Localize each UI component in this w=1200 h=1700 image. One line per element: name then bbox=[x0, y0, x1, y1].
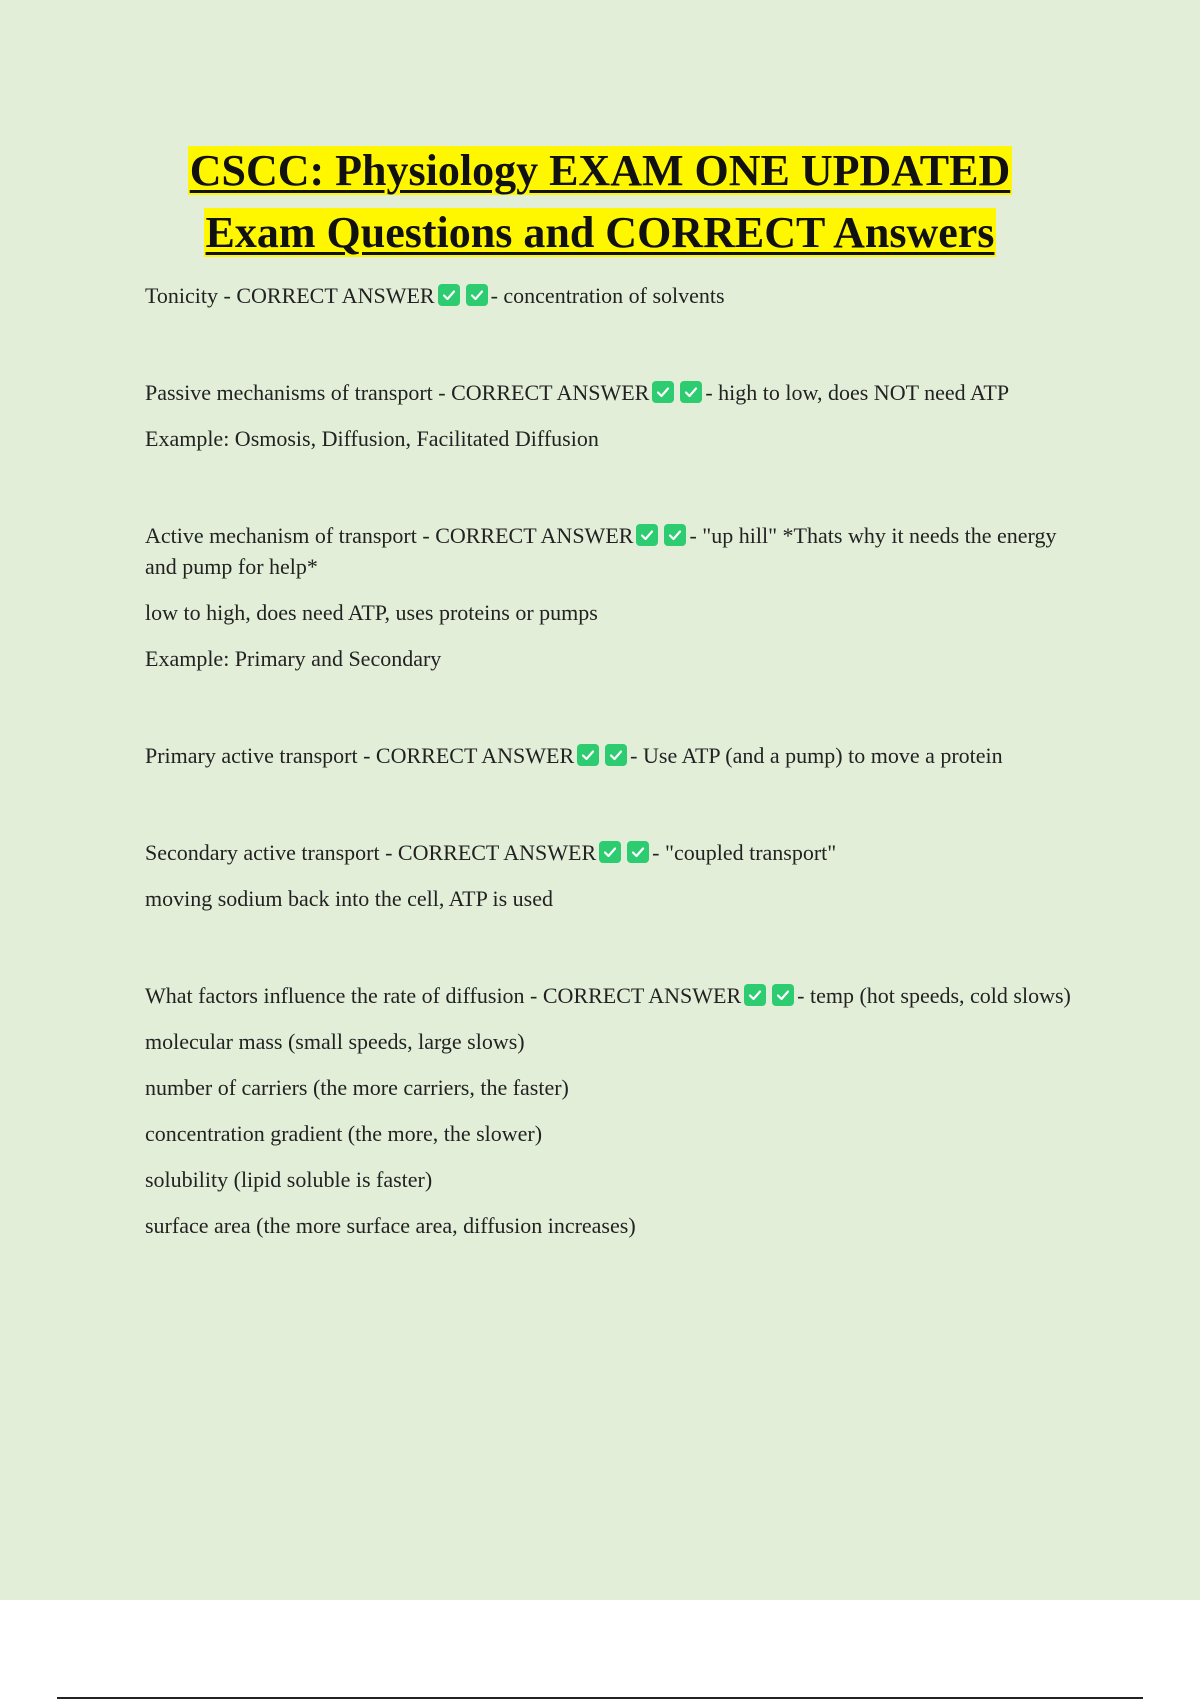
check-mark-icon bbox=[664, 524, 686, 546]
answer-detail: surface area (the more surface area, diffusion increases) bbox=[145, 1213, 636, 1238]
qa-line bbox=[145, 280, 1090, 311]
qa-item bbox=[145, 520, 1090, 674]
qa-line bbox=[145, 377, 1090, 408]
answer-detail: moving sodium back into the cell, ATP is used bbox=[145, 886, 553, 911]
question-text: Secondary active transport - CORRECT ANSWER bbox=[145, 840, 597, 865]
check-mark-icon bbox=[599, 841, 621, 863]
check-mark-icon bbox=[636, 524, 658, 546]
check-mark-icon bbox=[627, 841, 649, 863]
answer-text: - concentration of solvents bbox=[490, 283, 725, 308]
answer-text: - Use ATP (and a pump) to move a protein bbox=[630, 743, 1003, 768]
qa-item bbox=[145, 377, 1090, 454]
title-line-2: Exam Questions and CORRECT Answers bbox=[205, 208, 995, 257]
question-text: Primary active transport - CORRECT ANSWER bbox=[145, 743, 575, 768]
check-mark-icon bbox=[577, 744, 599, 766]
answer-detail: solubility (lipid soluble is faster) bbox=[145, 1167, 433, 1192]
answer-text: - "up hill" *Thats why it needs the energy and pump for help* bbox=[145, 523, 1057, 579]
qa-list bbox=[145, 280, 1090, 1307]
check-mark-icon bbox=[605, 744, 627, 766]
qa-line bbox=[145, 837, 1090, 868]
footer-divider bbox=[57, 1697, 1143, 1699]
answer-detail: Example: Osmosis, Diffusion, Facilitated Diffusion bbox=[145, 426, 599, 451]
check-mark-icon bbox=[772, 984, 794, 1006]
answer-text: - temp (hot speeds, cold slows) bbox=[797, 983, 1071, 1008]
check-mark-icon bbox=[438, 284, 460, 306]
answer-detail: number of carriers (the more carriers, the faster) bbox=[145, 1075, 569, 1100]
document-title bbox=[0, 140, 1200, 264]
question-text: Tonicity - CORRECT ANSWER bbox=[145, 283, 435, 308]
answer-detail: Example: Primary and Secondary bbox=[145, 646, 442, 671]
question-text: What factors influence the rate of diffusion - CORRECT ANSWER bbox=[145, 983, 742, 1008]
qa-line bbox=[145, 520, 1090, 582]
answer-detail: low to high, does need ATP, uses proteins or pumps bbox=[145, 600, 598, 625]
qa-item bbox=[145, 837, 1090, 914]
check-mark-icon bbox=[652, 381, 674, 403]
qa-item bbox=[145, 280, 1090, 311]
qa-line bbox=[145, 740, 1090, 771]
question-text: Passive mechanisms of transport - CORRECT ANSWER bbox=[145, 380, 650, 405]
answer-detail: concentration gradient (the more, the slower) bbox=[145, 1121, 543, 1146]
title-line-1: CSCC: Physiology EXAM ONE UPDATED bbox=[189, 146, 1011, 195]
qa-item bbox=[145, 980, 1090, 1241]
qa-line bbox=[145, 980, 1090, 1011]
check-mark-icon bbox=[680, 381, 702, 403]
question-text: Active mechanism of transport - CORRECT ANSWER bbox=[145, 523, 634, 548]
answer-detail: molecular mass (small speeds, large slows) bbox=[145, 1029, 525, 1054]
answer-text: - high to low, does NOT need ATP bbox=[705, 380, 1010, 405]
qa-item bbox=[145, 740, 1090, 771]
check-mark-icon bbox=[466, 284, 488, 306]
check-mark-icon bbox=[744, 984, 766, 1006]
answer-text: - "coupled transport" bbox=[652, 840, 837, 865]
